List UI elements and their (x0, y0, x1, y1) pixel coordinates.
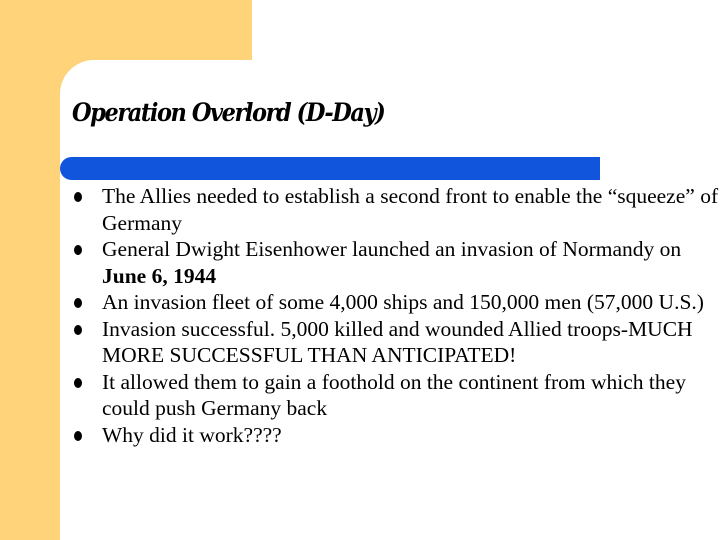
bullet-dot-icon (74, 431, 82, 441)
bullet-text: The Allies needed to establish a second front to enable the “squeeze” of Germany (102, 184, 719, 235)
bullet-text: An invasion fleet of some 4,000 ships and 150,000 men (57,000 U.S.) (102, 290, 704, 314)
bullet-item (72, 236, 720, 289)
bullet-text-part: General Dwight Eisenhower launched an invasion of Normandy on (102, 237, 682, 261)
bullet-text: It allowed them to gain a foothold on the continent from which they could push Germany back (102, 369, 686, 420)
bullet-text (102, 237, 681, 288)
bullet-dot-icon (74, 378, 82, 388)
bullet-text: Why did it work???? (102, 422, 282, 447)
bullet-item (72, 369, 720, 422)
bullet-dot-icon (74, 298, 82, 308)
slide-title: Operation Overlord (D-Day) (72, 98, 385, 127)
bullet-list (72, 183, 720, 448)
bullet-dot-icon (74, 325, 82, 335)
title-rule-bar (60, 157, 600, 180)
bullet-dot-icon (74, 245, 82, 255)
bullet-item (72, 316, 720, 369)
bullet-item (72, 183, 720, 236)
bullet-item (72, 422, 720, 449)
bullet-text: Invasion successful. 5,000 killed and wounded Allied troops-MUCH MORE SUCCESSFUL THAN ANTICIPATED! (102, 316, 693, 367)
bullet-dot-icon (74, 192, 82, 202)
invasion-date: June 6, 1944 (102, 263, 217, 288)
bullet-item (72, 289, 720, 316)
